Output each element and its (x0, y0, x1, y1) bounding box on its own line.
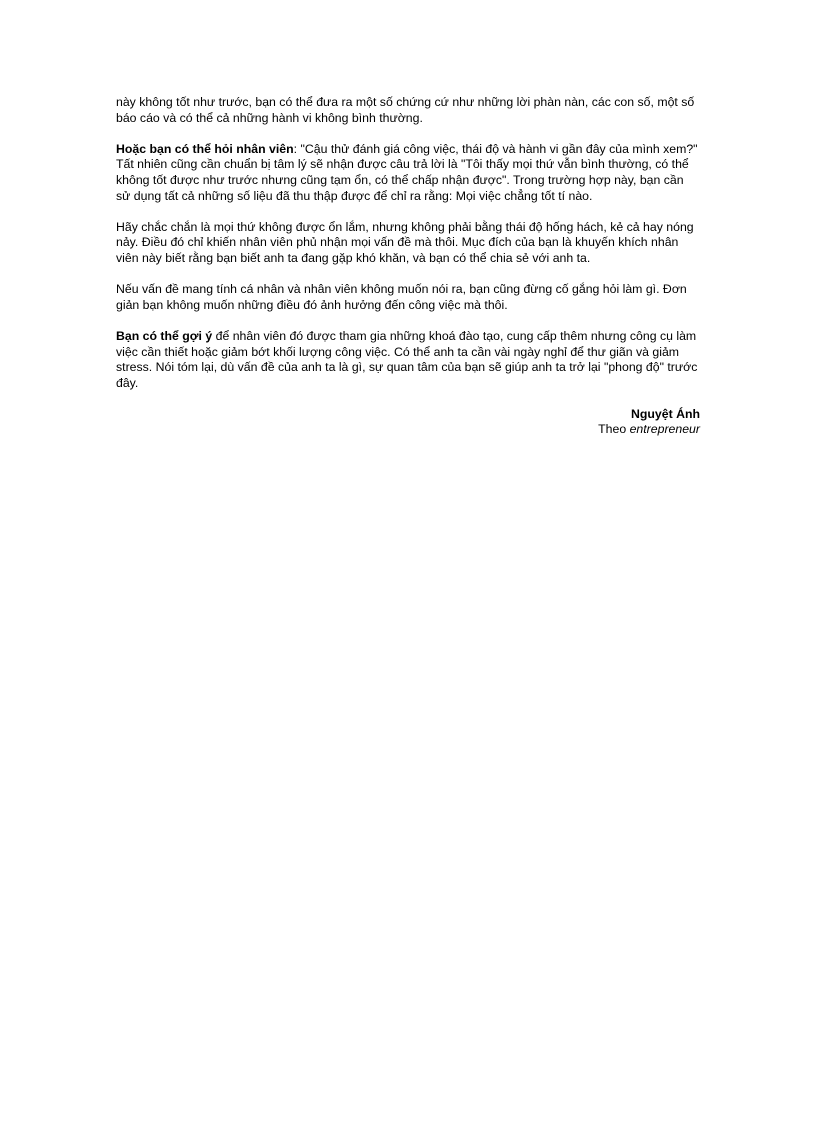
paragraph-2 (116, 142, 700, 204)
author-name: Nguyệt Ánh (631, 406, 700, 421)
source-prefix: Theo (598, 422, 630, 437)
paragraph-1 (116, 95, 700, 126)
paragraph-3-text: Hãy chắc chắn là mọi thứ không được ổn lắm, nhưng không phải bằng thái độ hống hách, kẻ cả hay nóng nảy. Điều đó chỉ khiến nhân viên phủ nhận mọi vấn đề mà thôi. Mục đích của bạn là khuyến khích nhân viên này biết rằng bạn biết anh ta đang gặp khó khăn, và bạn có thể chia sẻ với anh ta. (116, 219, 694, 265)
signature-block (116, 407, 700, 438)
source-line (598, 422, 700, 436)
paragraph-5-lead: Bạn có thể gợi ý (116, 328, 213, 343)
source-name: entrepreneur (629, 422, 700, 437)
paragraph-2-text: : "Cậu thử đánh giá công việc, thái độ và hành vi gần đây của mình xem?" Tất nhiên cũng cần chuẩn bị tâm lý sẽ nhận được câu trả lời là "Tôi thấy mọi thứ vẫn bình thường, có thể không tốt được như trước nhưng cũng tạm ổn, có thể chấp nhận được". Trong trường hợp này, bạn cần sử dụng tất cả những số liệu đã thu thập được để chỉ ra rằng: Mọi việc chẳng tốt tí nào. (116, 141, 698, 203)
paragraph-4 (116, 282, 700, 313)
paragraph-1-text: này không tốt như trước, bạn có thể đưa ra một số chứng cứ như những lời phàn nàn, các con số, một số báo cáo và có thể cả những hành vi không bình thường. (116, 95, 695, 125)
document-body (116, 95, 700, 438)
paragraph-3 (116, 220, 700, 267)
paragraph-5-text: để nhân viên đó được tham gia những khoá đào tạo, cung cấp thêm nhưng công cụ làm việc cần thiết hoặc giảm bớt khối lượng công việc. Có thể anh ta cần vài ngày nghỉ để thư giãn và giảm stress. Nói tóm lại, dù vấn đề của anh ta là gì, sự quan tâm của bạn sẽ giúp anh ta trở lại "phong độ" trước đây. (116, 328, 698, 390)
paragraph-2-lead: Hoặc bạn có thể hỏi nhân viên (116, 141, 294, 156)
paragraph-4-text: Nếu vấn đề mang tính cá nhân và nhân viên không muốn nói ra, bạn cũng đừng cố gắng hỏi làm gì. Đơn giản bạn không muốn những điều đó ảnh hưởng đến công việc mà thôi. (116, 282, 687, 312)
paragraph-5 (116, 329, 700, 391)
